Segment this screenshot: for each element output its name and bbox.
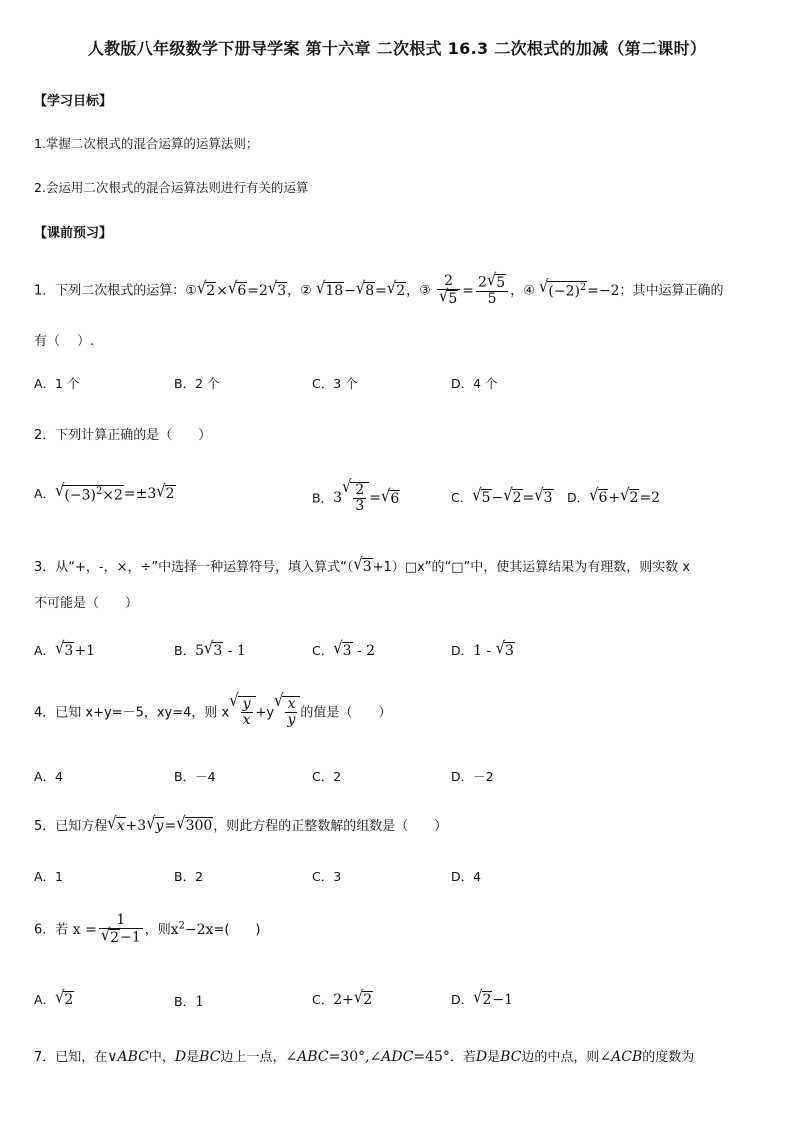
question-6-stem: 6．若 x = 1 √ 2 −1 ，则$x^2-2x=$( ): [34, 912, 261, 947]
q2-option-b: B．3 √ $\frac{2}{3}$ = √ 6: [312, 477, 400, 515]
q4-option-b: B．－4: [174, 769, 216, 784]
q2-option-c: C． √ 5 − √ 2 = √ 3: [451, 485, 553, 507]
q5-option-a: A．1: [34, 869, 64, 884]
q1-formula-1: √ 2 × √ 6 =2 √ 3: [196, 278, 287, 300]
q3-option-c: C． √ 3 - 2: [312, 638, 376, 660]
q6-option-c: C．2+ √ 2: [312, 987, 373, 1009]
q5-option-d: D．4: [451, 869, 482, 884]
q6-option-a: A． √ 2: [34, 987, 74, 1009]
q3-option-a: A． √ 3 +1: [34, 638, 95, 660]
q1-option-d: D．4 个: [451, 376, 498, 391]
q5-option-c: C．3: [312, 869, 342, 884]
section-objectives: 【学习目标】: [34, 94, 113, 109]
question-4-stem: 4．已知 x+y=－5，xy=4，则 x √ $\frac{y}{x}$ +y √ $\frac{x}{y}$ 的值是（ ）: [34, 691, 392, 729]
q4-option-a: A．4: [34, 769, 64, 784]
section-preview: 【课前预习】: [34, 226, 113, 241]
q4-option-d: D．－2: [451, 769, 494, 784]
question-2-stem: 2．下列计算正确的是（ ）: [34, 428, 212, 443]
page-title: 人教版八年级数学下册导学案 第十六章 二次根式 16.3 二次根式的加减（第二课时）: [87, 39, 707, 58]
objective-1: 1.掌握二次根式的混合运算的运算法则；: [34, 136, 259, 151]
q1-option-a: A．1 个: [34, 376, 80, 391]
q2-option-a: A． √ $(-3)^2\times 2$ =±3 √ 2: [34, 480, 175, 504]
q1-option-c: C．3 个: [312, 376, 358, 391]
question-7-stem: 7．已知，在∨ABC中，D是BC边上一点，∠ABC=30°,∠ADC=45°．若D是BC边的中点，则∠ACB的度数为: [34, 1049, 695, 1065]
q3-option-b: B．5 √ 3 - 1: [174, 638, 246, 660]
question-5-stem: 5．已知方程 √ x +3 √ y = √ 300 ，则此方程的正整数解的组数是（ ）: [34, 813, 448, 835]
q2-option-d: D． √ 6 + √ 2 =2: [567, 485, 661, 507]
q1-formula-3: 2 √ 5 = 2 √ 5 5: [435, 283, 510, 299]
q1-option-b: B．2 个: [174, 376, 220, 391]
question-3-stem-cont: 不可能是（ ）: [34, 596, 139, 611]
q3-option-d: D．1 - √ 3: [451, 638, 514, 660]
question-1-stem-cont: 有（ ）.: [34, 334, 95, 349]
q5-option-b: B．2: [174, 869, 204, 884]
question-1-stem: 1．下列二次根式的运算：① √ 2 × √ 6 =2 √ 3 ，② √ 18 − √ 8 = √ 2 ，③ 2 √ 5 = 2 √ 5 5 ，④ √ $(-2)^2$ =−2；其中运算正确的: [34, 270, 724, 308]
q1-formula-2: √ 18 − √ 8 = √ 2: [315, 278, 406, 300]
question-3-stem: 3．从“+，-，×，÷”中选择一种运算符号，填入算式“（ √ 3 +1）□x”的“□”中，使其运算结果为有理数，则实数 x: [34, 554, 691, 576]
objective-2: 2.会运用二次根式的混合运算法则进行有关的运算: [34, 180, 309, 195]
q6-option-d: D． √ 2 −1: [451, 987, 514, 1009]
q6-option-b: B．1: [174, 994, 204, 1010]
q4-option-c: C．2: [312, 769, 342, 784]
q1-formula-4: √ $(-2)^2$ =−2: [538, 277, 620, 301]
